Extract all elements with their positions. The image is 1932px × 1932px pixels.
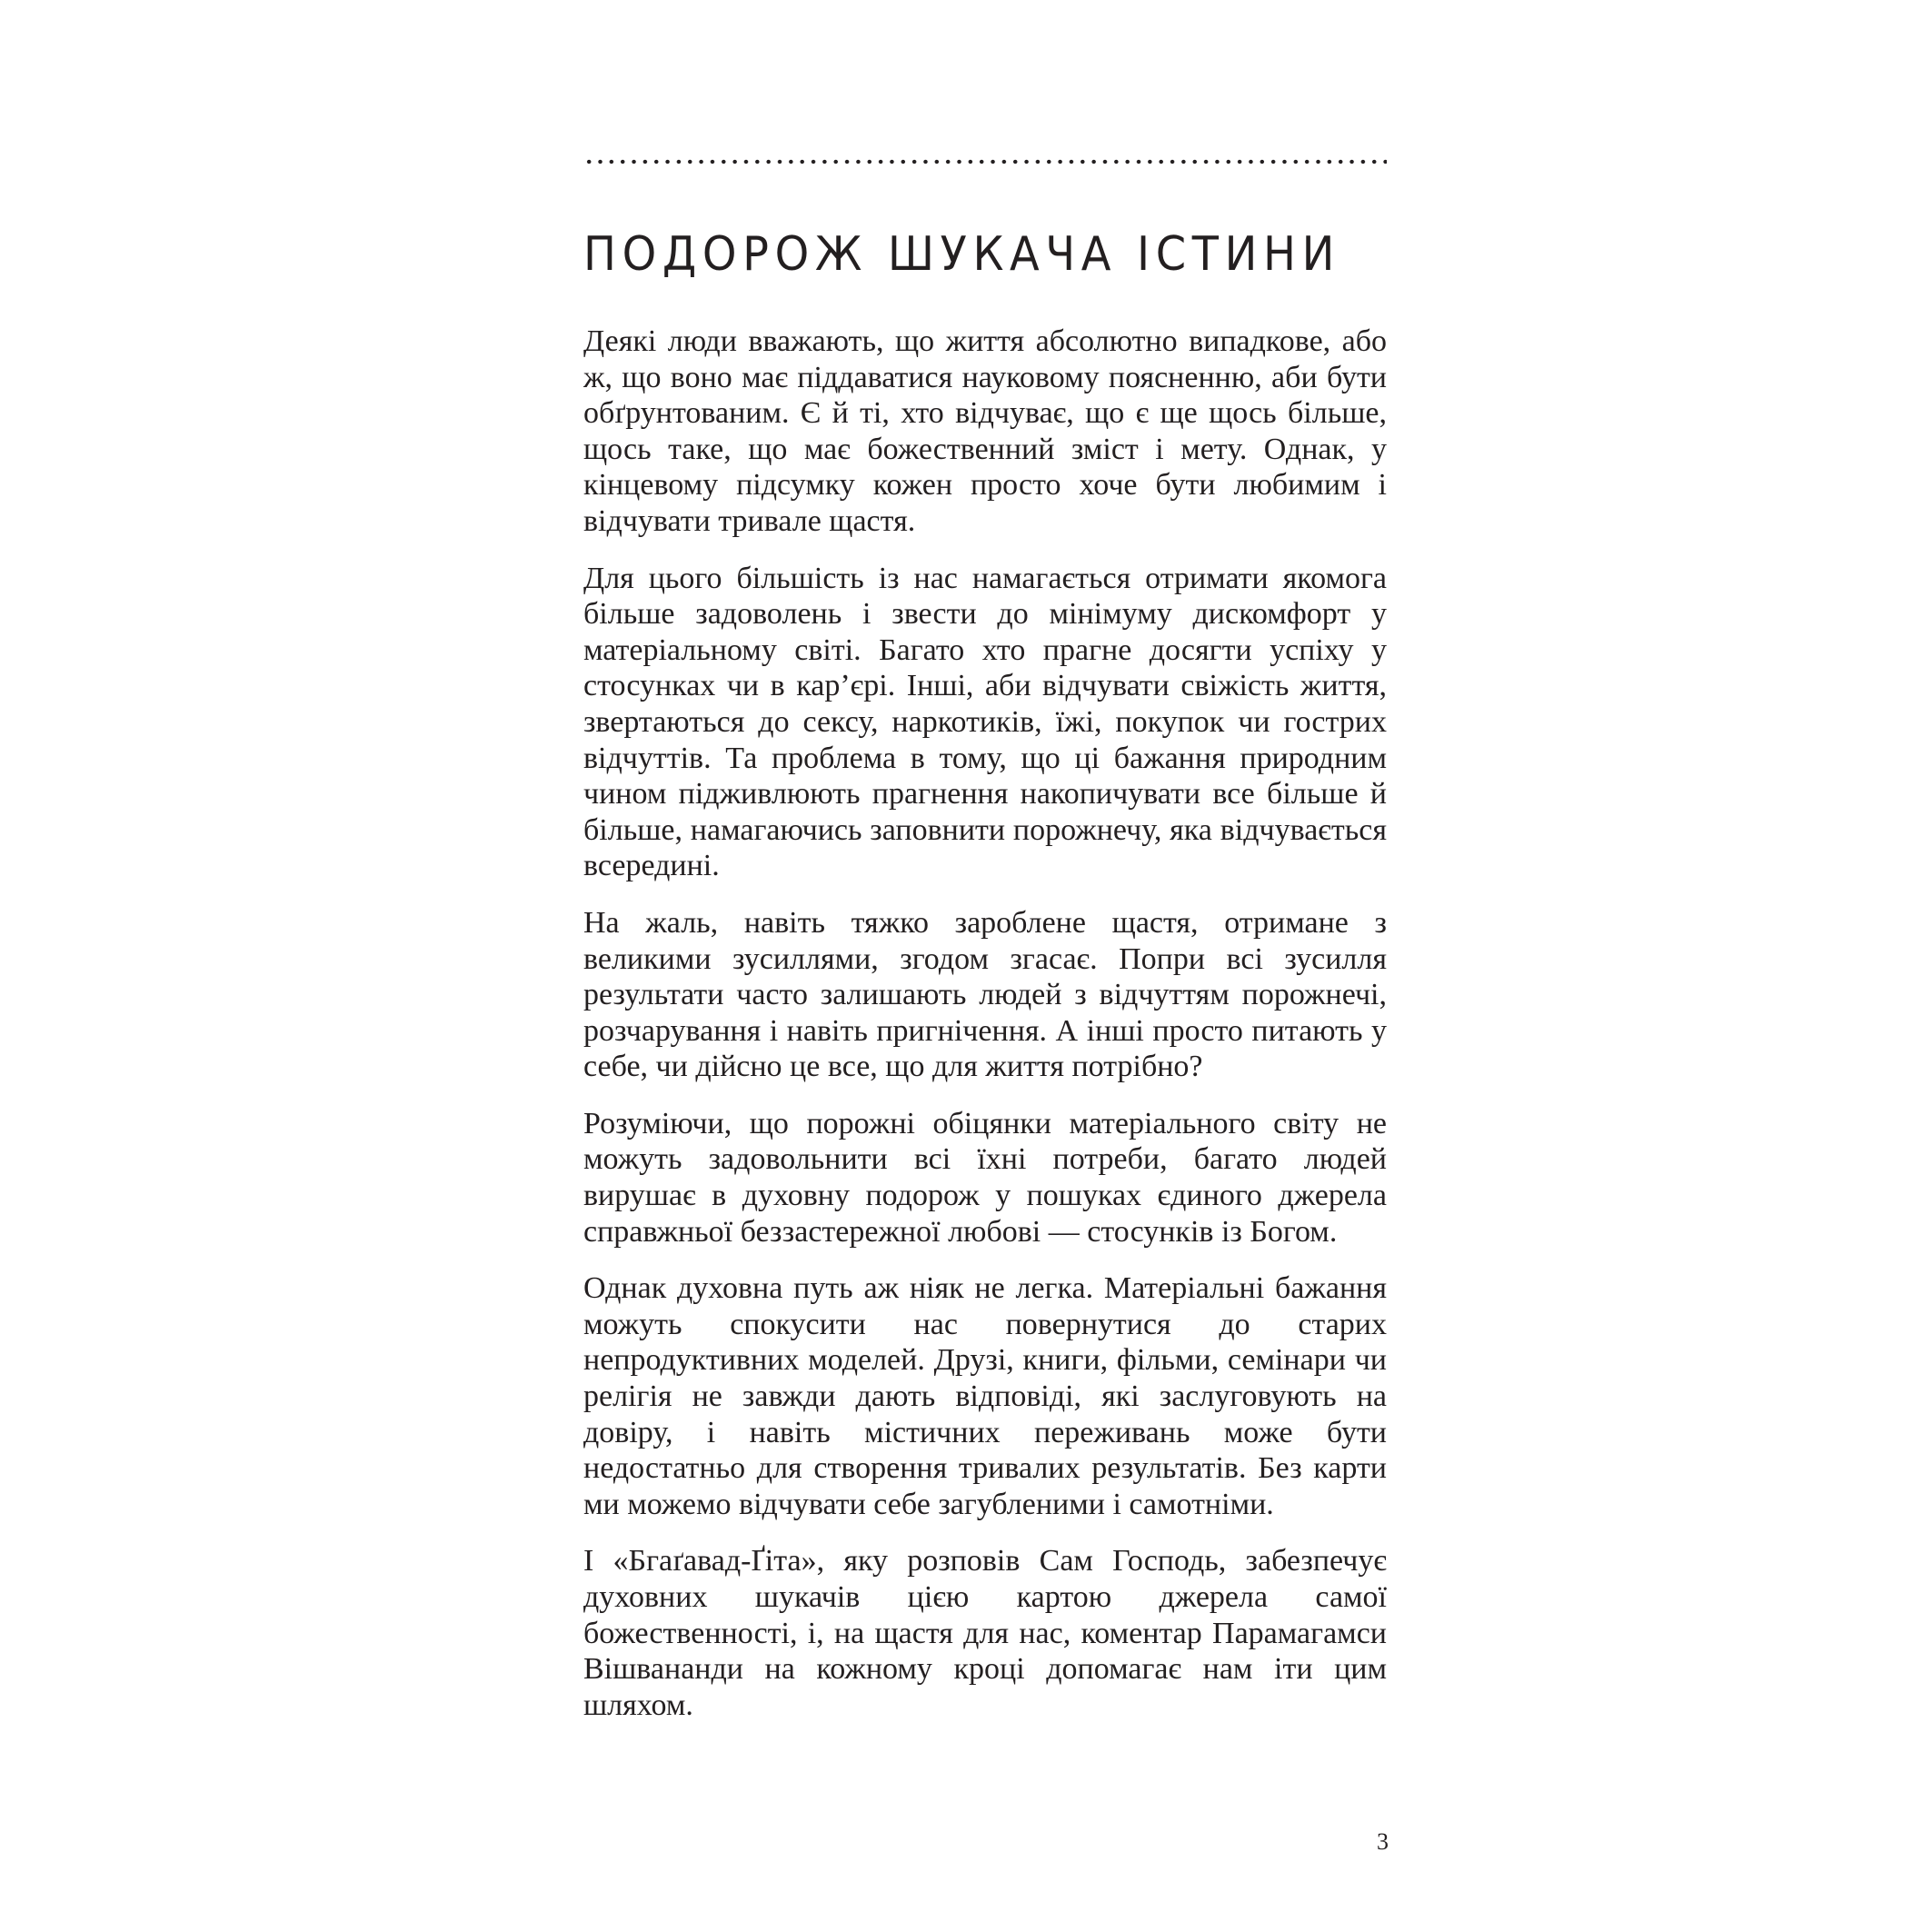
paragraph-2: Для цього більшість із нас намагається отримати якомога більше задоволень і звести до мінімуму дискомфорт у матеріальному світі. Багато хто прагне досягти успіху у стосунках чи в кар’єрі. Інші, аби відчувати свіжість життя, звертаються до сексу, наркотиків, їжі, покупок чи гострих відчуттів. Та проблема в тому, що ці бажання природним чином підживлюють прагнення накопичувати все більше й більше, намагаючись заповнити порожнечу, яка відчувається всередині. [583, 561, 1387, 883]
chapter-title: ПОДОРОЖ ШУКАЧА ІСТИНИ [583, 227, 1341, 282]
body-text [583, 324, 1387, 1744]
page-number: 3 [1377, 1828, 1389, 1855]
book-page [583, 0, 1387, 1932]
paragraph-4: Розуміючи, що порожні обіцянки матеріального світу не можуть задовольнити всі їхні потреби, багато людей вирушає в духовну подорож у пошуках єдиного джерела справжньої беззастережної любові — стосунків із Богом. [583, 1106, 1387, 1249]
paragraph-3: На жаль, навіть тяжко зароблене щастя, отримане з великими зусиллями, згодом згасає. Попри всі зусилля результати часто залишають людей з відчуттям порожнечі, розчарування і навіть пригнічення. А інші просто питають у себе, чи дійсно це все, що для життя потрібно? [583, 905, 1387, 1084]
paragraph-5: Однак духовна путь аж ніяк не легка. Матеріальні бажання можуть спокусити нас повернутися до старих непродуктивних моделей. Друзі, книги, фільми, семінари чи релігія не завжди дають відповіді, які заслуговують на довіру, і навіть містичних переживань може бути недостатньо для створення тривалих результатів. Без карти ми можемо відчувати себе загубленими і самотніми. [583, 1271, 1387, 1521]
paragraph-1: Деякі люди вважають, що життя абсолютно випадкове, або ж, що воно має піддаватися науковому поясненню, аби бути обґрунтованим. Є й ті, хто відчуває, що є ще щось більше, щось таке, що має божественний зміст і мету. Однак, у кінцевому підсумку кожен просто хоче бути любимим і відчувати тривале щастя. [583, 324, 1387, 538]
dotted-divider [583, 159, 1387, 164]
paragraph-6: І «Бгаґавад-Ґіта», яку розповів Сам Господь, забезпечує духовних шукачів цією картою джерела самої божественності, і, на щастя для нас, коментар Парамагамси Вішвананди на кожному кроці допомагає нам іти цим шляхом. [583, 1544, 1387, 1722]
